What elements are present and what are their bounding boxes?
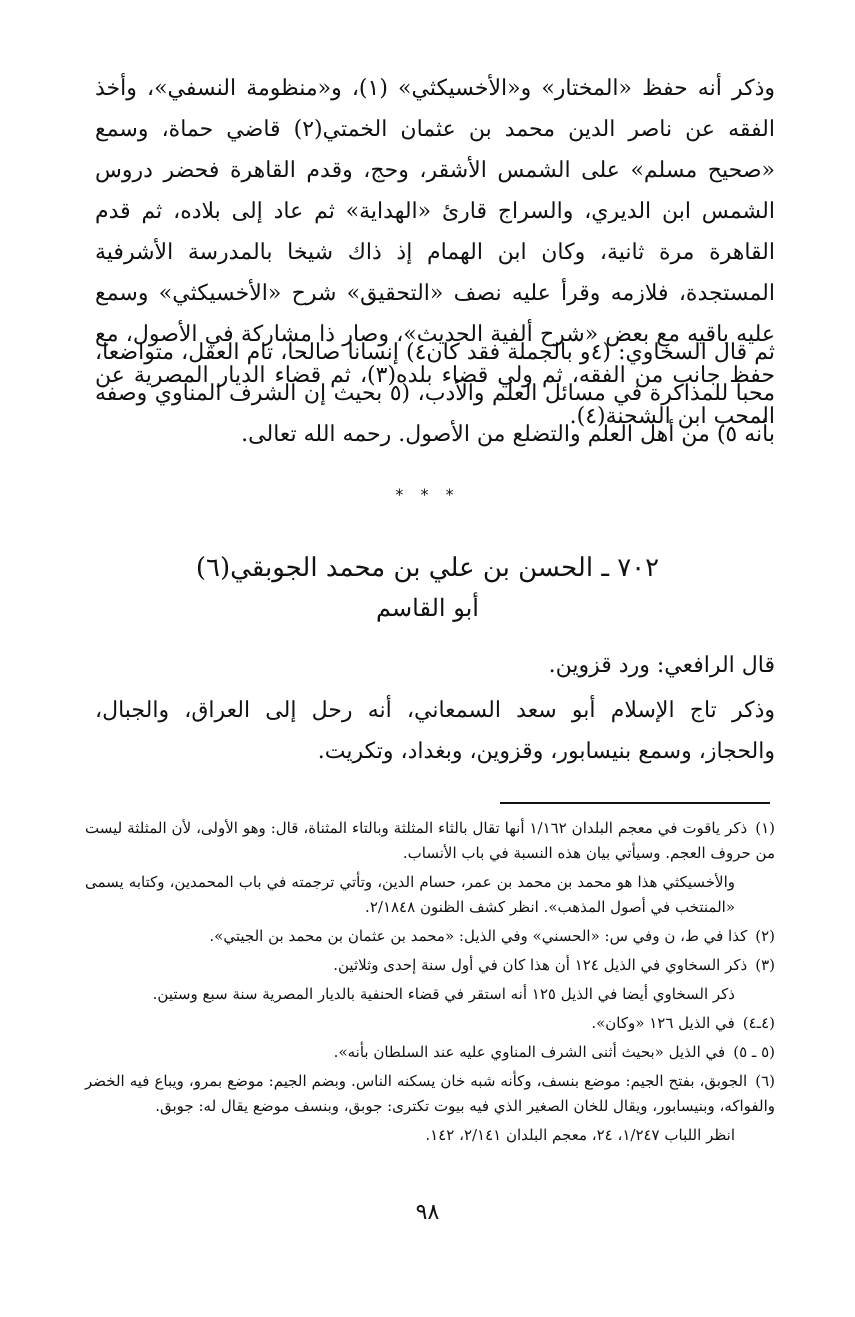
footnote-number: (٣) bbox=[755, 956, 775, 974]
footnote-3-continued bbox=[85, 982, 775, 1007]
section-separator: * * * bbox=[395, 485, 460, 504]
body-paragraph-2: ثم قال السخاوي: (٤و بالجملة فقد كان٤) إنسانا صالحا، تام العقل، متواضعا، محبا للمذاكرة في مسائل العلم والأدب، (٥ بحيث إن الشرف المناوي وصفه بأنه ٥) من أهل العلم والتضلع من الأصول. رحمه الله تعالى. bbox=[95, 340, 776, 447]
footnote-text: انظر اللباب ١/٢٤٧، ٢٤، معجم البلدان ٢/١٤١، ١٤٢. bbox=[425, 1126, 735, 1144]
footnote-number: (٥ ـ ٥) bbox=[733, 1043, 775, 1061]
footnote-number: (٤ـ٤) bbox=[742, 1014, 775, 1032]
footnote-text: في الذيل ١٢٦ «وكان». bbox=[591, 1014, 735, 1032]
footnote-number: (٦) bbox=[755, 1072, 775, 1090]
footnote-text: في الذيل «بحيث أثنى الشرف المناوي عليه عند السلطان بأنه». bbox=[333, 1043, 726, 1061]
footnote-text: ذكر السخاوي أيضا في الذيل ١٢٥ أنه استقر في قضاء الحنفية بالديار المصرية سنة سبع وستين. bbox=[152, 985, 735, 1003]
footnote-1-continued bbox=[85, 870, 775, 920]
footnotes-section bbox=[85, 816, 775, 1152]
footnote-1 bbox=[85, 816, 775, 866]
footnote-text: ذكر السخاوي في الذيل ١٢٤ أن هذا كان في أول سنة إحدى وثلاثين. bbox=[333, 956, 748, 974]
footnote-number: (١) bbox=[755, 819, 775, 837]
footnote-6-continued bbox=[85, 1123, 775, 1148]
entry-heading: ٧٠٢ ـ الحسن بن علي بن محمد الجوبقي(٦) bbox=[195, 553, 660, 583]
entry-subheading: أبو القاسم bbox=[376, 594, 479, 622]
footnote-3 bbox=[85, 953, 775, 978]
footnote-4-4 bbox=[85, 1011, 775, 1036]
footnote-text: كذا في ط، ن وفي س: «الحسني» وفي الذيل: «محمد بن عثمان بن محمد بن الجيتي». bbox=[209, 927, 748, 945]
footnote-number: (٢) bbox=[755, 927, 775, 945]
body-paragraph-1: وذكر أنه حفظ «المختار» و«الأخسيكثي» (١)، و«منظومة النسفي»، وأخذ الفقه عن ناصر الدين محمد بن عثمان الخمتي(٢) قاضي حماة، وسمع «صحيح مسلم» على الشمس الأشقر، وحج، وقدم القاهرة فحضر دروس الشمس ابن الديري، والسراج قارئ «الهداية» ثم عاد إلى بلاده، ثم قدم القاهرة مرة ثانية، وكان ابن الهمام إذ ذاك شيخا بالمدرسة الأشرفية المستجدة، فلازمه وقرأ عليه نصف «التحقيق» شرح «الأخسيكثي» وسمع عليه باقيه مع بعض «شرح ألفية الحديث»، وصار ذا مشاركة في الأصول، مع حفظ جانب من الفقه، ثم ولي قضاء بلده(٣)، ثم قضاء الديار المصرية عن المحب ابن الشحنة(٤). bbox=[95, 76, 775, 429]
footnote-text: ذكر ياقوت في معجم البلدان ١/١٦٢ أنها تقال بالثاء المثلثة وبالتاء المثناة، قال: وهو الأولى، لأن المثلثة ليست من حروف العجم. وسيأتي بيان هذه النسبة في باب الأنساب. bbox=[85, 819, 775, 862]
page-number: ٩٨ bbox=[415, 1200, 440, 1225]
footnote-2 bbox=[85, 924, 775, 949]
footnote-text: والأخسيكثي هذا هو محمد بن محمد بن عمر، حسام الدين، وتأتي ترجمته في باب المحمدين، وكتابه يسمى «المنتخب في أصول المذهب». انظر كشف الظنون ٢/١٨٤٨. bbox=[85, 873, 735, 916]
footnote-divider bbox=[500, 802, 770, 804]
footnote-text: الجوبق، بفتح الجيم: موضع بنسف، وكأنه شبه خان يسكنه الناس. وبضم الجيم: موضع بمرو، ويباع فيه الخضر والفواكه، وبنيسابور، ويقال للخان الصغير الذي فيه بيوت تكترى: جوبق، وبنسف موضع يقال له: جوبق. bbox=[85, 1072, 775, 1115]
body-paragraph-3: قال الرافعي: ورد قزوين. bbox=[548, 653, 775, 678]
body-paragraph-4: وذكر تاج الإسلام أبو سعد السمعاني، أنه رحل إلى العراق، والجبال، والحجاز، وسمع بنيسابور، وقزوين، وبغداد، وتكريت. bbox=[95, 698, 775, 764]
footnote-6 bbox=[85, 1069, 775, 1119]
footnote-5-5 bbox=[85, 1040, 775, 1065]
